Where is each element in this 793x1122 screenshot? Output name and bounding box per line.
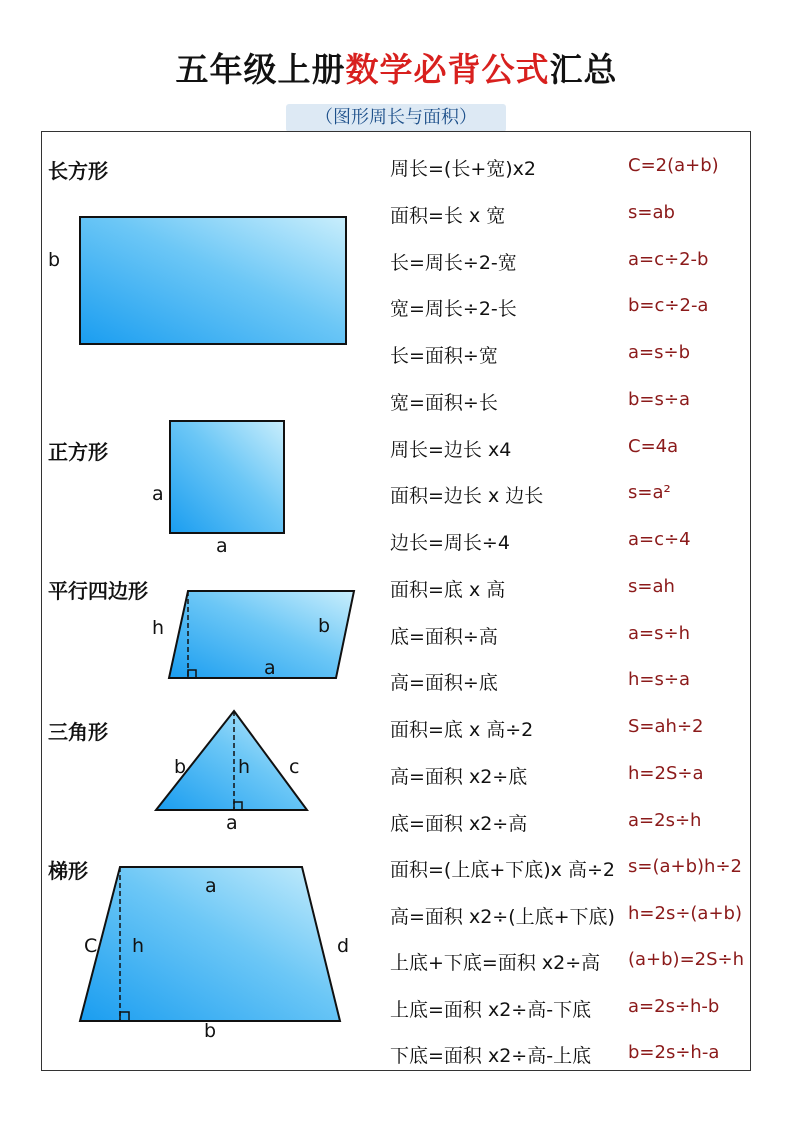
formula-text: 高=面积÷底 [390, 672, 498, 694]
formula-text: 面积=长 x 宽 [390, 205, 506, 227]
triangle-label: 三角形 [48, 720, 108, 744]
trapezoid-d-label: d [337, 935, 350, 957]
formula-text: 上底=面积 x2÷高-下底 [390, 999, 592, 1021]
formula-text: 底=面积 x2÷高 [390, 813, 528, 835]
parallelogram-a-label: a [264, 657, 276, 679]
square-shape [170, 421, 284, 533]
formula-symbolic: a=c÷4 [628, 529, 691, 550]
formula-text: 底=面积÷高 [390, 626, 498, 648]
triangle-a-label: a [226, 812, 238, 834]
formula-text: 上底+下底=面积 x2÷高 [390, 952, 601, 974]
formula-text: 下底=面积 x2÷高-上底 [390, 1045, 592, 1067]
formula-symbolic: b=2s÷h-a [628, 1042, 720, 1063]
formula-symbolic: (a+b)=2S÷h [628, 949, 745, 970]
formula-symbolic: b=s÷a [628, 389, 690, 410]
rect-side-b-label: b [48, 249, 61, 271]
formula-text: 面积=(上底+下底)x 高÷2 [390, 859, 615, 881]
formula-symbolic: b=c÷2-a [628, 295, 709, 316]
triangle-h-label: h [238, 756, 251, 778]
formula-text: 长=面积÷宽 [390, 345, 498, 367]
title-part-1: 五年级上册 [175, 50, 346, 89]
formula-symbolic: a=s÷b [628, 342, 690, 363]
formula-text: 周长=边长 x4 [390, 439, 512, 461]
rectangle-label: 长方形 [48, 159, 108, 183]
formula-symbolic: a=s÷h [628, 623, 690, 644]
formula-symbolic: a=2s÷h-b [628, 996, 720, 1017]
square-side-left-label: a [152, 483, 164, 505]
formula-symbolic: S=ah÷2 [628, 716, 704, 737]
triangle-c-label: c [289, 756, 300, 778]
formula-text: 高=面积 x2÷(上底+下底) [390, 906, 615, 928]
square-label: 正方形 [48, 440, 108, 464]
square-side-bottom-label: a [216, 535, 228, 557]
trapezoid-label: 梯形 [48, 859, 88, 883]
formula-symbolic: h=s÷a [628, 669, 690, 690]
formula-symbolic: C=2(a+b) [628, 155, 719, 176]
parallelogram-b-label: b [318, 615, 331, 637]
title-part-2: 数学必背公式 [345, 50, 550, 89]
trapezoid-b-label: b [204, 1020, 217, 1042]
formula-symbolic: s=ab [628, 202, 675, 223]
formula-symbolic: s=(a+b)h÷2 [628, 856, 742, 877]
trapezoid-c-label: C [84, 935, 98, 957]
formula-text: 面积=底 x 高÷2 [390, 719, 534, 741]
formula-text: 宽=周长÷2-长 [390, 298, 517, 320]
formula-text: 周长=(长+宽)x2 [390, 158, 536, 180]
formula-symbolic: a=2s÷h [628, 810, 702, 831]
formula-symbolic: C=4a [628, 436, 679, 457]
parallelogram-label: 平行四边形 [48, 579, 148, 603]
formula-text: 长=周长÷2-宽 [390, 252, 517, 274]
formula-symbolic: a=c÷2-b [628, 249, 709, 270]
page-subtitle: （图形周长与面积） [286, 104, 506, 132]
trapezoid-h-label: h [132, 935, 145, 957]
formula-text: 宽=面积÷长 [390, 392, 498, 414]
formula-symbolic: s=a² [628, 482, 671, 503]
formula-text: 面积=底 x 高 [390, 579, 506, 601]
trapezoid-a-label: a [205, 875, 217, 897]
formula-symbolic: h=2S÷a [628, 763, 704, 784]
formula-text: 高=面积 x2÷底 [390, 766, 528, 788]
formula-text: 面积=边长 x 边长 [390, 485, 544, 507]
rectangle-shape [80, 217, 346, 344]
triangle-b-label: b [174, 756, 187, 778]
formula-symbolic: h=2s÷(a+b) [628, 903, 742, 924]
formula-text: 边长=周长÷4 [390, 532, 510, 554]
parallelogram-h-label: h [152, 617, 165, 639]
formula-symbolic: s=ah [628, 576, 675, 597]
title-part-3: 汇总 [549, 50, 618, 89]
